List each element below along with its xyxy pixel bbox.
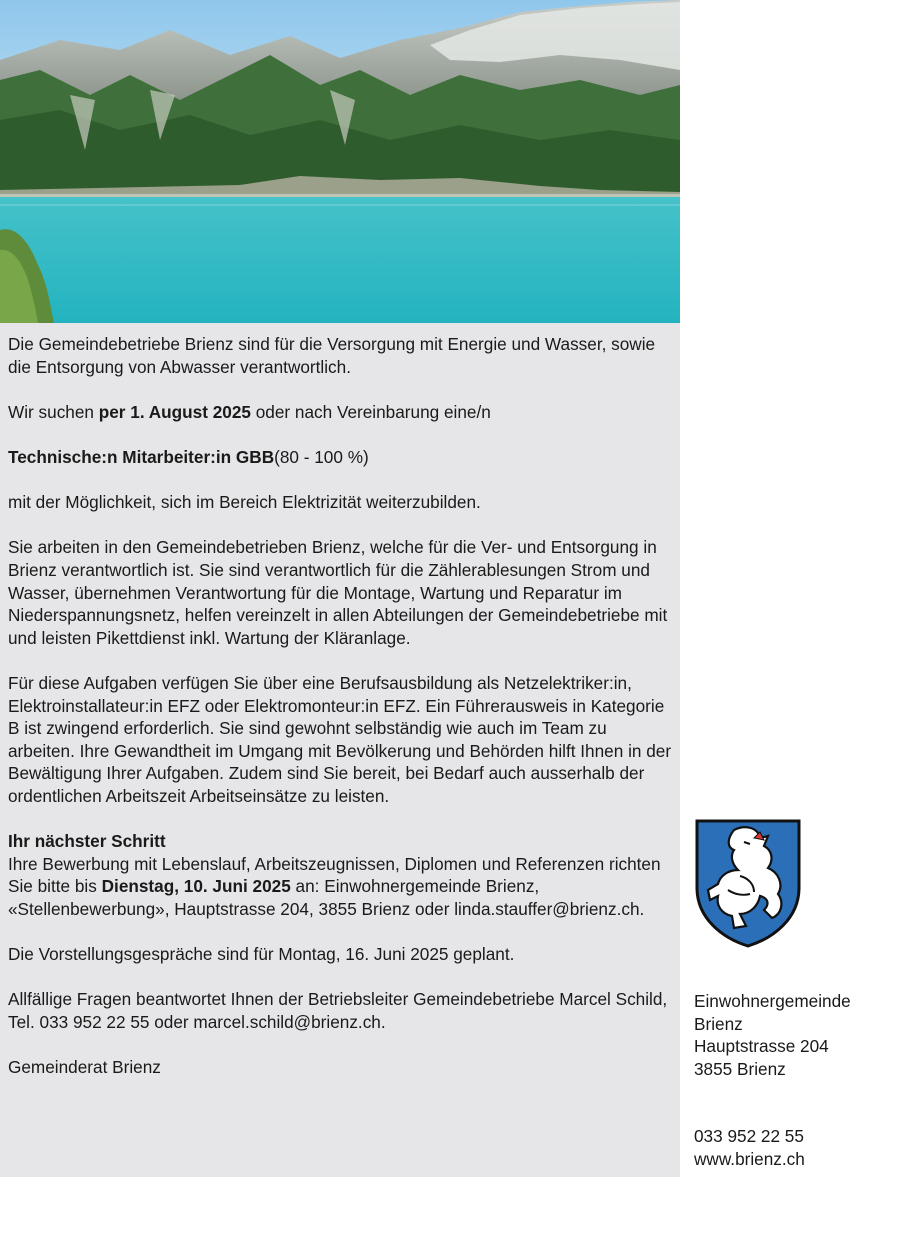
interviews-paragraph: Die Vorstellungsgespräche sind für Montag, 16. Juni 2025 geplant. [8,944,515,965]
next-step-text: Ihre Bewerbung mit Lebenslauf, Arbeitszeugnissen, Diplomen und Referenzen richten Sie bitte bis [8,853,661,897]
job-title-line [8,446,676,469]
search-text: Wir suchen [8,401,99,422]
job-title: Technische:n Mitarbeiter:in GBB [8,446,275,467]
next-step-text-after: an: Einwohnergemeinde Brienz, «Stellenbewerbung», Hauptstrasse 204, 3855 Brienz oder linda.stauffer@brienz.ch. [8,876,645,919]
questions-paragraph: Allfällige Fragen beantwortet Ihnen der Betriebsleiter Gemeindebetriebe Marcel Schild, Tel. 033 952 22 55 oder marcel.schild@brienz.ch. [8,989,668,1032]
requirements-paragraph: Für diese Aufgaben verfügen Sie über eine Berufsausbildung als Netzelektriker:in, Elektroinstallateur:in EFZ oder Elektromonteur:in EFZ. Ein Führerausweis in Kategorie B ist zwingend erforderlich. Sie sind gewohnt selbständig wie auch im Team zu arbeiten. Ihre Gewandtheit im Umgang mit Bevölkerung und Behörden hilft Ihnen in der Bewältigung Ihrer Aufgaben. Zudem sind Sie bereit, bei Bedarf auch ausserhalb der ordentlichen Arbeitszeit Arbeitseinsätze zu leisten. [8,672,672,806]
job-ad-text [8,333,676,1079]
address-street: Hauptstrasse 204 [694,1036,829,1056]
job-ad-panel [0,323,680,1177]
contact-sidebar [694,990,894,1170]
org-name-line2: Brienz [694,1013,743,1034]
search-text-after: oder nach Vereinbarung eine/n [250,401,491,422]
next-step-heading: Ihr nächster Schritt [8,831,166,852]
next-step-section [8,830,676,920]
application-deadline: Dienstag, 10. Juni 2025 [101,876,291,897]
org-name-line1: Einwohnergemeinde [694,991,851,1011]
start-date: per 1. August 2025 [98,401,251,422]
intro-paragraph: Die Gemeindebetriebe Brienz sind für die Versorgung mit Energie und Wasser, sowie die Entsorgung von Abwasser verantwortlich. [8,334,656,377]
tasks-paragraph: Sie arbeiten in den Gemeindebetrieben Brienz, welche für die Ver- und Entsorgung in Brienz verantwortlich ist. Sie sind verantwortlich für die Zählerablesungen Strom und Wasser, übernehmen Verantwortung für die Montage, Wartung und Reparatur im Niederspannungsnetz, helfen vereinzelt in allen Abteilungen der Gemeindebetriebe mit und leisten Pikettdienst inkl. Wartung der Kläranlage. [8,537,668,648]
lake-mountain-photo [0,0,680,323]
signature: Gemeinderat Brienz [8,1057,161,1077]
brienz-coat-of-arms-icon [694,818,802,948]
search-paragraph [8,401,676,424]
hero-image [0,0,680,323]
opportunity-paragraph: mit der Möglichkeit, sich im Bereich Elektrizität weiterzubilden. [8,492,481,513]
job-percentage: (80 - 100 %) [274,446,369,467]
phone-number: 033 952 22 55 [694,1126,804,1146]
website-link[interactable]: www.brienz.ch [694,1148,805,1169]
address-city: 3855 Brienz [694,1058,786,1079]
